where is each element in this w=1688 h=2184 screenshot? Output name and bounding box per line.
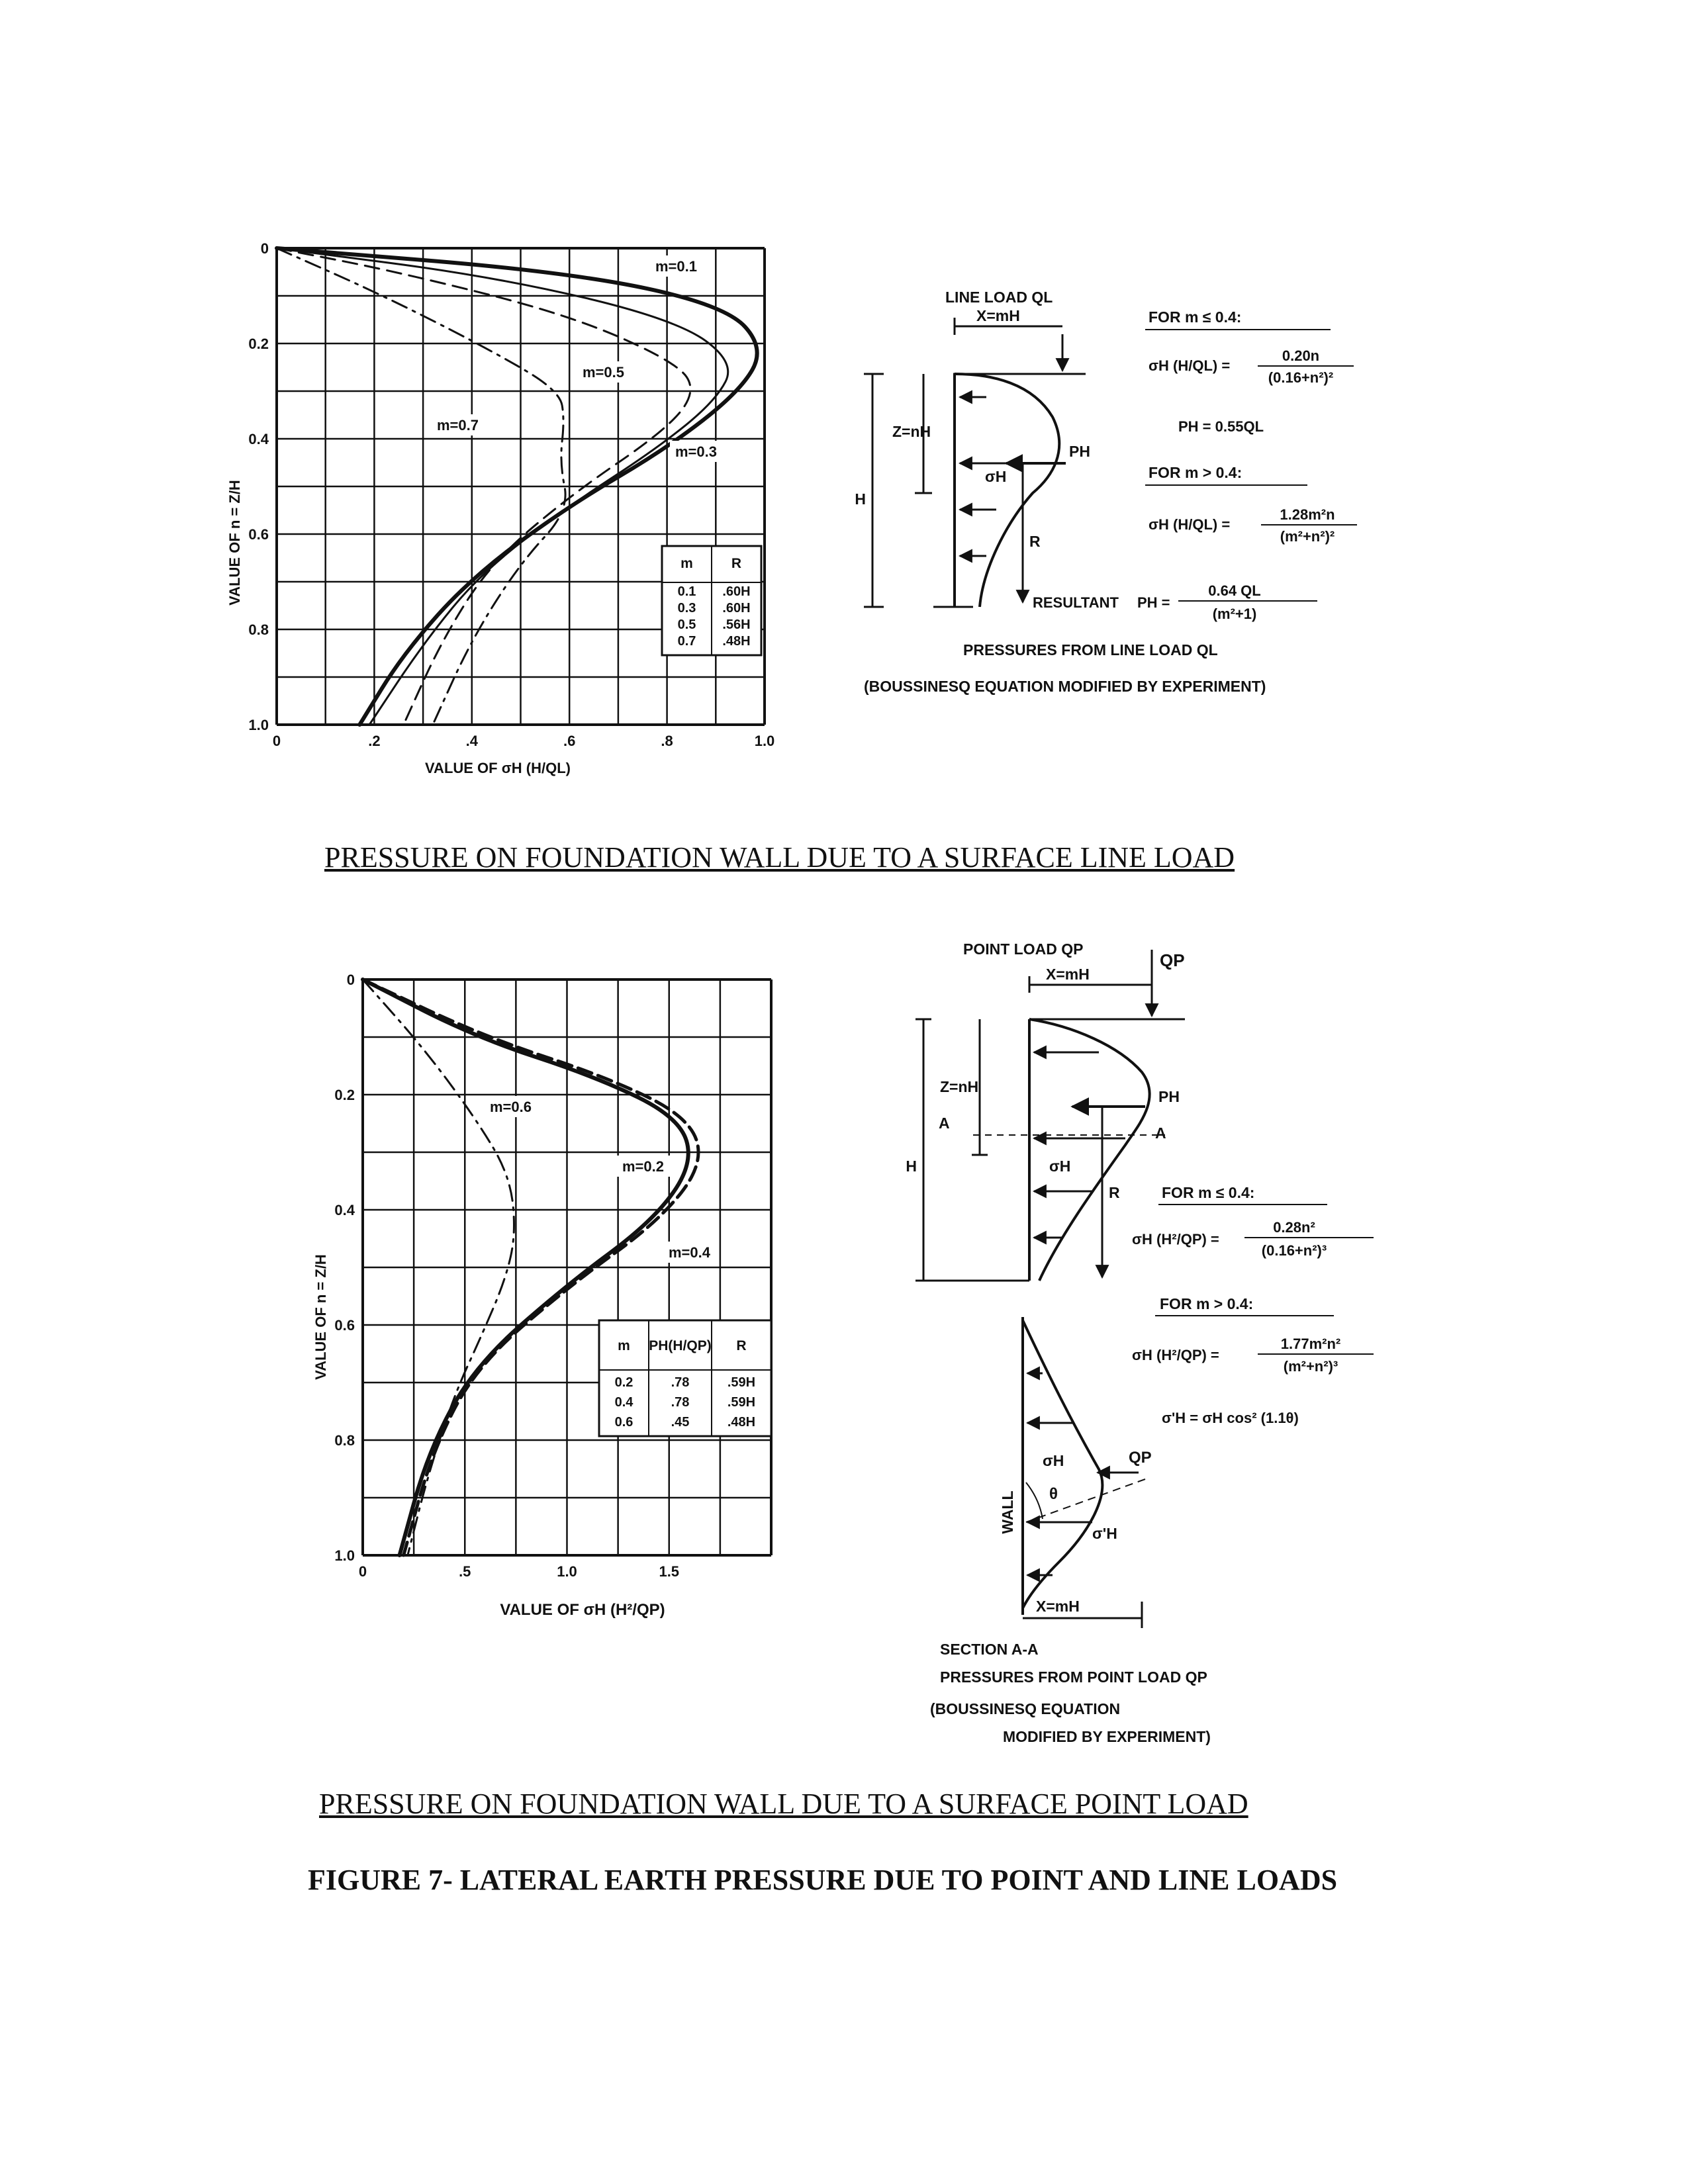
y-tick-label: 0.6: [248, 526, 269, 543]
table-cell: .45: [671, 1415, 690, 1430]
x-tick-label: 0: [272, 733, 281, 749]
ph-label: PH: [1158, 1088, 1180, 1105]
a-label-left: A: [939, 1115, 950, 1132]
line-formula-b-den: (m²+n²)²: [1280, 528, 1335, 545]
table-header: m: [680, 556, 693, 571]
point-caption-4: MODIFIED BY EXPERIMENT): [1003, 1728, 1211, 1745]
table-cell: 0.2: [614, 1375, 633, 1390]
table-cell: 0.4: [614, 1395, 633, 1410]
x-tick-label: .4: [465, 733, 478, 749]
curve-label: m=0.5: [583, 364, 624, 381]
line-caption-2: (BOUSSINESQ EQUATION MODIFIED BY EXPERIMENT): [864, 678, 1266, 695]
sigma-label: σH: [985, 468, 1007, 485]
line-formula-a-head: FOR m ≤ 0.4:: [1149, 308, 1242, 326]
a-label-right: A: [1155, 1124, 1166, 1142]
x-tick-label: 1.0: [557, 1563, 577, 1580]
y-tick-label: 1.0: [248, 717, 269, 733]
h-label: H: [855, 490, 866, 508]
x-tick-label: .2: [368, 733, 381, 749]
curve-label: m=0.7: [437, 417, 479, 433]
point-formula-b-head: FOR m > 0.4:: [1160, 1295, 1254, 1312]
table-cell: .59H: [727, 1375, 756, 1390]
resultant-label: RESULTANT: [1033, 594, 1119, 611]
table-header: m: [618, 1338, 630, 1353]
r-label: R: [1109, 1184, 1120, 1201]
theta-label: θ: [1049, 1485, 1058, 1503]
point-formula-b-lhs: σH (H²/QP) =: [1132, 1347, 1219, 1363]
line-formula-b-num: 1.28m²n: [1280, 506, 1335, 523]
z-label: Z=nH: [892, 423, 931, 440]
table-cell: .56H: [722, 617, 751, 632]
curve-label: m=0.1: [655, 258, 697, 275]
y-tick-label: 0: [346, 972, 355, 988]
point-formula-a-den: (0.16+n²)³: [1261, 1242, 1327, 1259]
qp-label-section: QP: [1129, 1449, 1152, 1467]
table-cell: 0.6: [614, 1415, 633, 1430]
point-formula-a-num: 0.28n²: [1273, 1219, 1315, 1236]
table-cell: .48H: [727, 1415, 756, 1430]
point-formula-a-head: FOR m ≤ 0.4:: [1162, 1184, 1255, 1201]
y-tick-label: 0.8: [248, 621, 269, 638]
point-formula-b-den: (m²+n²)³: [1283, 1358, 1338, 1375]
r-label: R: [1029, 533, 1041, 550]
x-tick-label: .8: [661, 733, 673, 749]
pressure-curve: [955, 374, 1059, 607]
resultant-den: (m²+1): [1212, 606, 1257, 622]
line-formula-b-lhs: σH (H/QL) =: [1149, 516, 1231, 533]
z-label: Z=nH: [940, 1078, 979, 1095]
curve-label: m=0.2: [622, 1158, 664, 1175]
y-tick-label: 0: [260, 240, 269, 257]
table-cell: 0.5: [677, 617, 696, 632]
chart1-xlabel: VALUE OF σH (H/QL): [425, 760, 571, 776]
x-label: X=mH: [1046, 966, 1090, 983]
line-formula-a-den: (0.16+n²)²: [1268, 369, 1334, 386]
line-load-caption: PRESSURE ON FOUNDATION WALL DUE TO A SURFACE LINE LOAD: [324, 841, 1235, 874]
x-tick-label: 1.5: [659, 1563, 680, 1580]
point-caption-1: SECTION A-A: [940, 1641, 1039, 1658]
y-tick-label: 0.2: [334, 1087, 355, 1103]
sigma-label-section: σH: [1043, 1452, 1064, 1469]
point-load-diagram: [915, 950, 1185, 1628]
x-label: X=mH: [976, 307, 1020, 324]
sigma-prime-label: σ'H: [1092, 1525, 1117, 1542]
table-cell: .48H: [722, 634, 751, 649]
line-formula-a-ph: PH = 0.55QL: [1178, 418, 1264, 435]
chart2-ylabel: VALUE OF n = Z/H: [312, 1254, 329, 1380]
point-load-label: POINT LOAD QP: [963, 940, 1084, 958]
table-header: PH(H/QP): [649, 1338, 712, 1353]
table-cell: .78: [671, 1375, 690, 1390]
chart1-ylabel: VALUE OF n = Z/H: [226, 480, 243, 606]
table-header: R: [736, 1338, 747, 1353]
point-formula-b-num: 1.77m²n²: [1280, 1336, 1341, 1352]
point-formula-c: σ'H = σH cos² (1.1θ): [1162, 1410, 1299, 1426]
line-load-label: LINE LOAD QL: [945, 289, 1053, 306]
chart2-xlabel: VALUE OF σH (H²/QP): [500, 1601, 665, 1619]
table-cell: 0.7: [677, 634, 696, 649]
line-caption-1: PRESSURES FROM LINE LOAD QL: [963, 641, 1218, 659]
curve-label: m=0.6: [490, 1099, 532, 1115]
y-tick-label: 0.4: [248, 431, 269, 447]
line-formula-b-head: FOR m > 0.4:: [1149, 464, 1243, 481]
sigma-label: σH: [1049, 1158, 1071, 1175]
point-caption-3: (BOUSSINESQ EQUATION: [930, 1700, 1121, 1717]
y-tick-label: 0.8: [334, 1432, 355, 1449]
ph-label: PH: [1069, 443, 1090, 460]
point-load-chart: [334, 972, 771, 1580]
table-cell: .60H: [722, 601, 751, 615]
x-label-section: X=mH: [1036, 1598, 1080, 1615]
resultant-lhs: PH =: [1137, 594, 1170, 611]
line-load-chart: [248, 240, 774, 749]
figure-title: FIGURE 7- LATERAL EARTH PRESSURE DUE TO POINT AND LINE LOADS: [308, 1864, 1338, 1896]
qp-label: QP: [1160, 950, 1185, 970]
resultant-num: 0.64 QL: [1208, 582, 1261, 599]
point-caption-2: PRESSURES FROM POINT LOAD QP: [940, 1668, 1207, 1686]
line-load-diagram: [864, 318, 1086, 607]
point-formula-a-lhs: σH (H²/QP) =: [1132, 1231, 1219, 1248]
table-header: R: [731, 556, 742, 571]
table-cell: .60H: [722, 584, 751, 599]
x-tick-label: .6: [563, 733, 576, 749]
line-formula-a-num: 0.20n: [1282, 347, 1320, 364]
line-formula-a-lhs: σH (H/QL) =: [1149, 357, 1231, 374]
y-tick-label: 0.4: [334, 1202, 355, 1218]
y-tick-label: 0.2: [248, 336, 269, 352]
curve-label: m=0.4: [669, 1244, 710, 1261]
table-cell: .78: [671, 1395, 690, 1410]
table-cell: 0.1: [677, 584, 696, 599]
x-tick-label: 0: [358, 1563, 367, 1580]
table-cell: 0.3: [677, 601, 696, 615]
y-tick-label: 0.6: [334, 1317, 355, 1334]
wall-label: WALL: [999, 1490, 1016, 1534]
h-label: H: [906, 1158, 917, 1175]
y-tick-label: 1.0: [334, 1547, 355, 1564]
x-tick-label: .5: [459, 1563, 471, 1580]
x-tick-label: 1.0: [754, 733, 775, 749]
curve-label: m=0.3: [675, 443, 717, 460]
point-load-caption: PRESSURE ON FOUNDATION WALL DUE TO A SURFACE POINT LOAD: [319, 1788, 1248, 1820]
table-cell: .59H: [727, 1395, 756, 1410]
